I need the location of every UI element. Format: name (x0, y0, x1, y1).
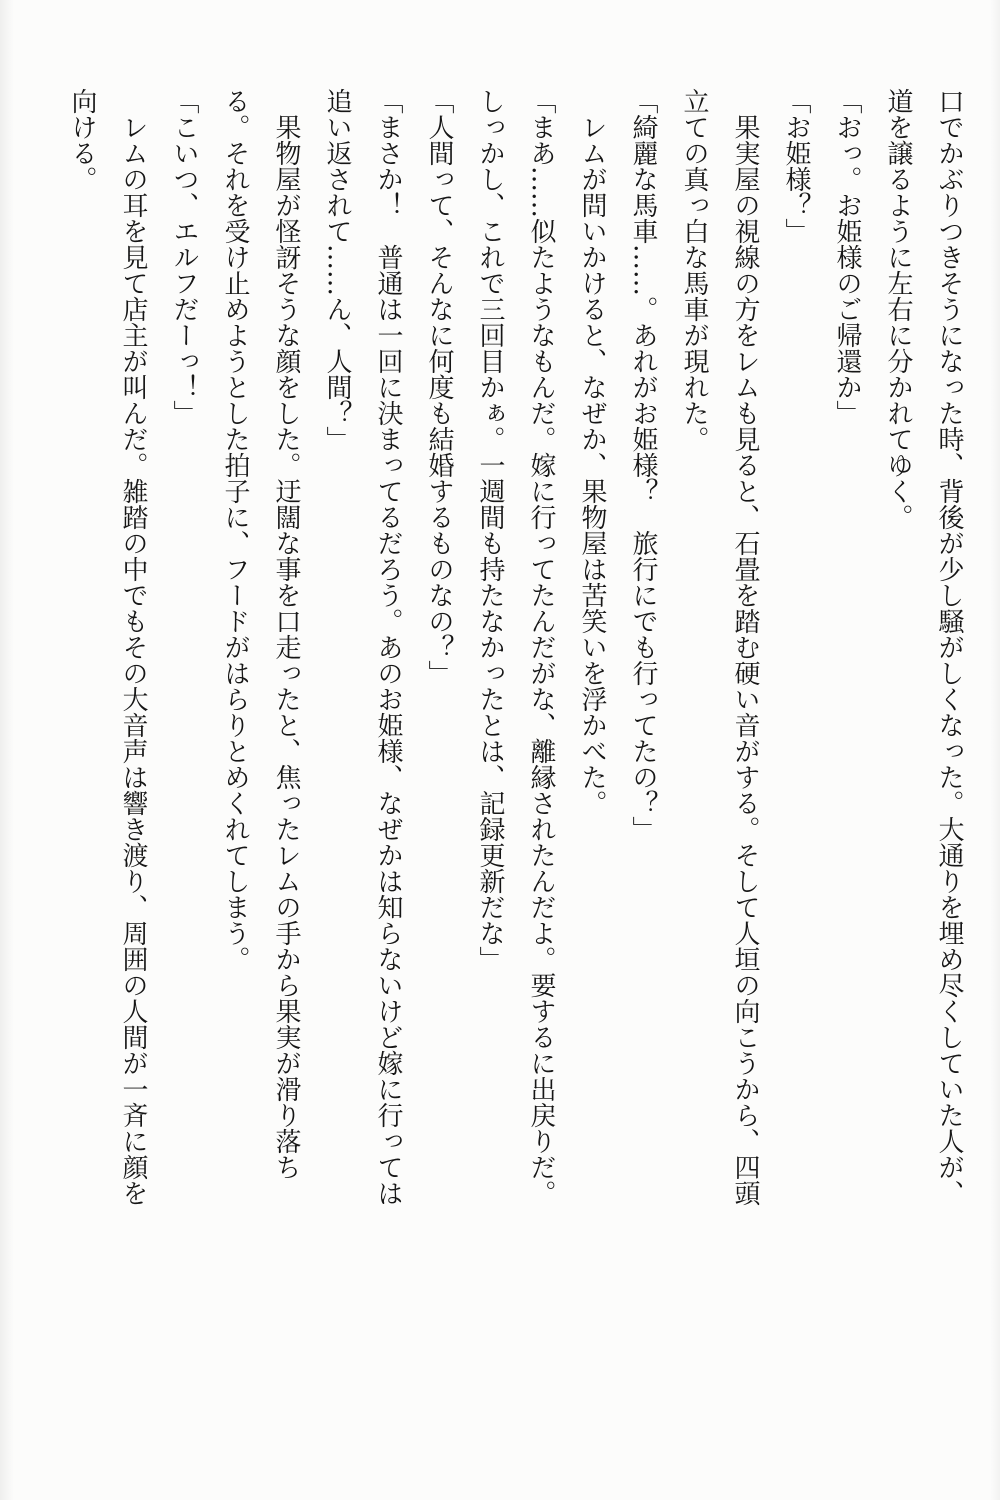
vertical-text-block (56, 88, 974, 1210)
paragraph: 「おっ。お姫様のご帰還か」 (832, 88, 862, 426)
scan-shade-right (990, 0, 1000, 1500)
paragraph: レムの耳を見て店主が叫んだ。雑踏の中でもその大音声は響き渡り、周囲の人間が一斉に顔を向ける。 (67, 88, 148, 1206)
paragraph: 「まさか！ 普通は一回に決まってるだろう。あのお姫様、なぜかは知らないけど嫁に行っては追い返されて……ん、人間？」 (322, 88, 403, 1206)
paragraph: レムが問いかけると、なぜか、果物屋は苦笑いを浮かべた。 (577, 114, 607, 816)
paragraph: 「お姫様？」 (781, 88, 811, 244)
paragraph: 「こいつ、エルフだーっ！」 (169, 88, 199, 426)
paragraph: 「人間って、そんなに何度も結婚するものなの？」 (424, 88, 454, 686)
paragraph: 「まあ……似たようなもんだ。嫁に行ってたんだがな、離縁されたんだよ。要するに出戻りだ。しっかし、これで三回目かぁ。一週間も持たなかったとは、記録更新だな」 (475, 88, 556, 1206)
paragraph: 口でかぶりつきそうになった時、背後が少し騒がしくなった。大通りを埋め尽くしていた人が、道を譲るように左右に分かれてゆく。 (883, 88, 964, 1206)
paragraph: 「綺麗な馬車……。あれがお姫様？ 旅行にでも行ってたの？」 (628, 88, 658, 842)
scan-shade-left (0, 0, 14, 1500)
paragraph: 果実屋の視線の方をレムも見ると、石畳を踏む硬い音がする。そして人垣の向こうから、四頭立ての真っ白な馬車が現れた。 (679, 88, 760, 1206)
paragraph: 果物屋が怪訝そうな顔をした。迂闊な事を口走ったと、焦ったレムの手から果実が滑り落ちる。それを受け止めようとした拍子に、フードがはらりとめくれてしまう。 (220, 88, 301, 1180)
